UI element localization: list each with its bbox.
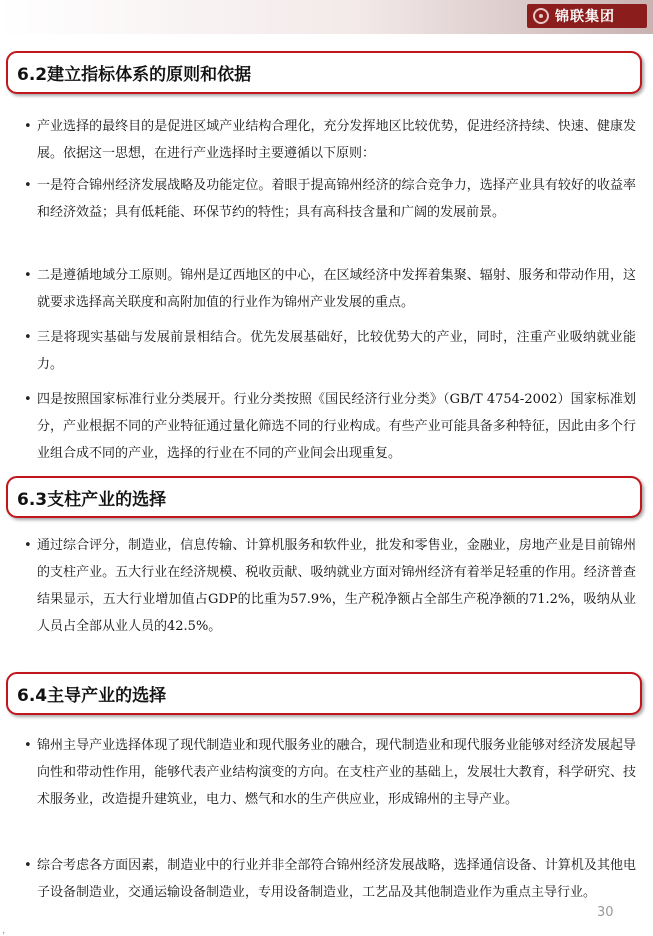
bullet-dot-icon: • bbox=[24, 268, 32, 283]
brand-name: 锦联集团 bbox=[555, 9, 615, 25]
bullet-text: 二是遵循地域分工原则。锦州是辽西地区的中心，在区域经济中发挥着集聚、辐射、服务和带动作用，这就要求选择高关联度和高附加值的行业作为锦州产业发展的重点。 bbox=[37, 268, 636, 310]
bullet-dot-icon: • bbox=[24, 330, 32, 345]
section-heading-6-2 bbox=[6, 51, 642, 94]
section-title: 6.3支柱产业的选择 bbox=[17, 489, 167, 510]
bullet-text: 通过综合评分，制造业，信息传输、计算机服务和软件业，批发和零售业，金融业，房地产业是目前锦州的支柱产业。五大行业在经济规模、税收贡献、吸纳就业方面对锦州经济有着举足轻重的作用。经济普查结果显示，五大行业增加值占GDP的比重为57.9%，生产税净额占全部生产税净额的71.2%，吸纳从业人员占全部从业人员的42.5%。 bbox=[37, 538, 636, 634]
bullet-item bbox=[24, 852, 636, 906]
bullet-dot-icon: • bbox=[24, 392, 32, 407]
section-heading-6-4 bbox=[6, 672, 642, 715]
bullet-item bbox=[24, 113, 636, 167]
bullet-text: 产业选择的最终目的是促进区域产业结构合理化，充分发挥地区比较优势，促进经济持续、快速、健康发展。依据这一思想，在进行产业选择时主要遵循以下原则： bbox=[37, 119, 636, 161]
bullet-dot-icon: • bbox=[24, 858, 32, 873]
bullet-dot-icon: • bbox=[24, 178, 32, 193]
section-title: 6.2建立指标体系的原则和依据 bbox=[17, 65, 252, 85]
bullet-item bbox=[24, 262, 636, 316]
bullet-item bbox=[24, 386, 636, 467]
bullet-item bbox=[24, 324, 636, 378]
bullet-dot-icon: • bbox=[24, 538, 32, 553]
bullet-dot-icon: • bbox=[24, 119, 32, 134]
bullet-text: 三是将现实基础与发展前景相结合。优先发展基础好，比较优势大的产业，同时，注重产业吸纳就业能力。 bbox=[37, 330, 636, 372]
bullet-text: 综合考虑各方面因素，制造业中的行业并非全部符合锦州经济发展战略，选择通信设备、计算机及其他电子设备制造业，交通运输设备制造业，专用设备制造业，工艺品及其他制造业作为重点主导行业。 bbox=[37, 858, 636, 900]
section-title: 6.4主导产业的选择 bbox=[17, 686, 167, 706]
brand-logo bbox=[527, 4, 647, 28]
top-banner bbox=[0, 0, 653, 34]
bullet-item bbox=[24, 532, 636, 640]
corner-mark: ， bbox=[2, 925, 12, 936]
bullet-dot-icon: • bbox=[24, 738, 32, 753]
brand-logo-icon bbox=[533, 8, 549, 24]
bullet-text: 锦州主导产业选择体现了现代制造业和现代服务业的融合，现代制造业和现代服务业能够对经济发展起导向性和带动性作用，能够代表产业结构演变的方向。在支柱产业的基础上，发展壮大教育，科学研究、技术服务业，改造提升建筑业，电力、燃气和水的生产供应业，形成锦州的主导产业。 bbox=[37, 738, 636, 807]
bullet-text: 一是符合锦州经济发展战略及功能定位。着眼于提高锦州经济的综合竞争力，选择产业具有较好的收益率和经济效益；具有低耗能、环保节约的特性；具有高科技含量和广阔的发展前景。 bbox=[37, 178, 636, 220]
page-number: 30 bbox=[597, 905, 614, 920]
bullet-item bbox=[24, 172, 636, 226]
bullet-item bbox=[24, 732, 636, 813]
section-heading-6-3 bbox=[6, 476, 642, 518]
bullet-text: 四是按照国家标准行业分类展开。行业分类按照《国民经济行业分类》（GB/T 4754-2002）国家标准划分，产业根据不同的产业特征通过量化筛选不同的行业构成。有些产业可能具备多种特征，因此由多个行业组合成不同的产业，选择的行业在不同的产业间会出现重复。 bbox=[37, 392, 636, 461]
